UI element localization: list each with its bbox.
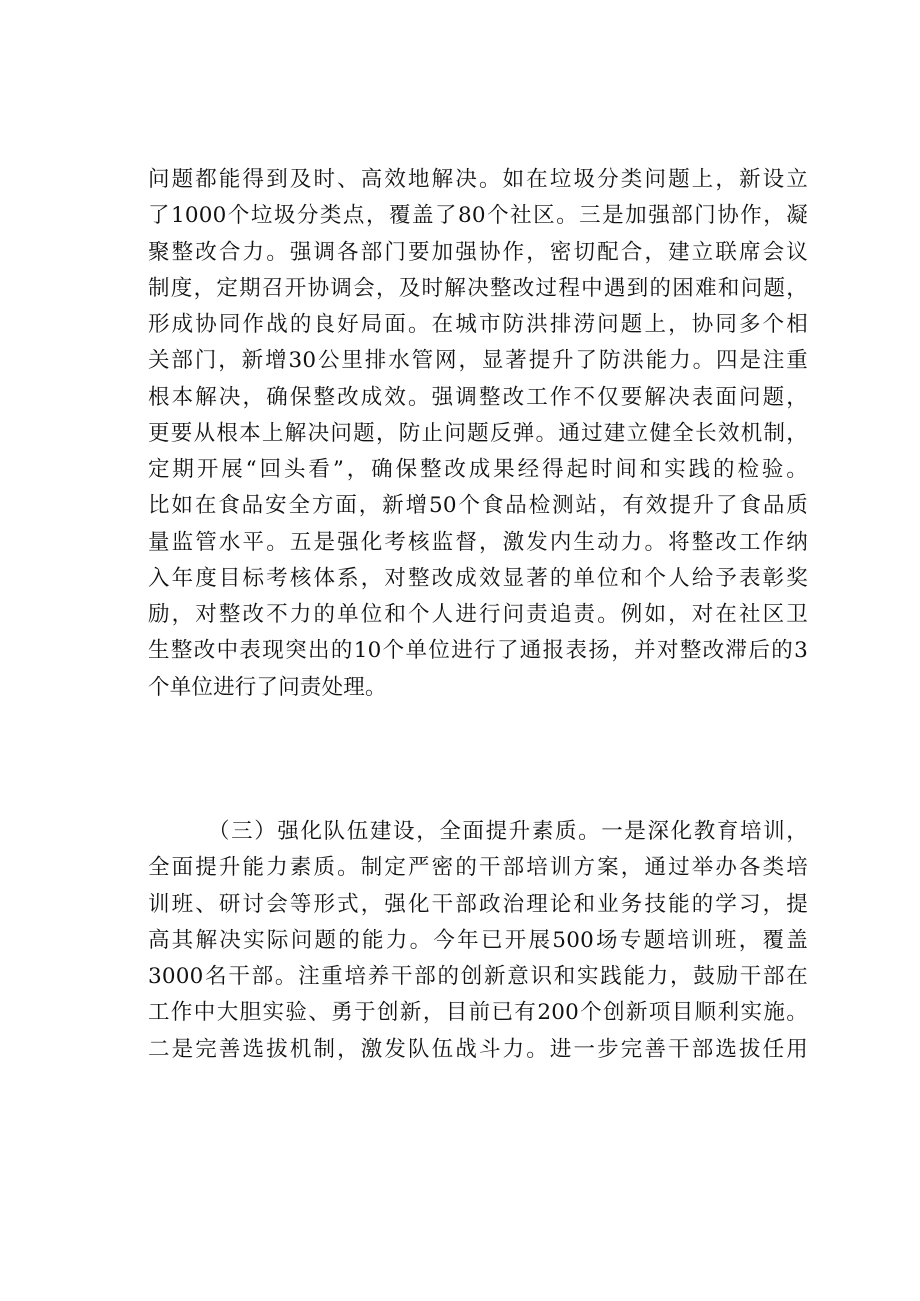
text-line: 励，对整改不力的单位和个人进行问责追责。例如，对在社区卫 — [148, 602, 808, 627]
text-line: 比如在食品安全方面，新增50个食品检测站，有效提升了食品质 — [148, 493, 808, 519]
text-line: 问题都能得到及时、高效地解决。如在垃圾分类问题上，新设立 — [148, 167, 808, 192]
text-line: 形成协同作战的良好局面。在城市防洪排涝问题上，协同多个相 — [148, 312, 808, 337]
text-line: 全面提升能力素质。制定严密的干部培训方案，通过举办各类培 — [148, 855, 808, 881]
text-line: 定期开展“回头看”，确保整改成果经得起时间和实践的检验。 — [148, 457, 808, 482]
text-line: 高其解决实际问题的能力。今年已开展500场专题培训班，覆盖 — [148, 927, 808, 953]
text-line: 3000名干部。注重培养干部的创新意识和实践能力，鼓励干部在 — [148, 964, 808, 989]
text-line: 入年度目标考核体系，对整改成效显著的单位和个人给予表彰奖 — [148, 565, 808, 591]
body-paragraph — [148, 162, 808, 706]
text-line: 二是完善选拔机制，激发队伍战斗力。进一步完善干部选拔任用 — [148, 1036, 808, 1062]
text-line: 工作中大胆实验、勇于创新，目前已有200个创新项目顺利实施。 — [148, 1000, 808, 1026]
text-line: 量监管水平。五是强化考核监督，激发内生动力。将整改工作纳 — [148, 529, 808, 555]
text-line: 了1000个垃圾分类点，覆盖了80个社区。三是加强部门协作，凝 — [148, 203, 808, 229]
text-line: 根本解决，确保整改成效。强调整改工作不仅要解决表面问题， — [148, 384, 808, 410]
text-line: 关部门，新增30公里排水管网，显著提升了防洪能力。四是注重 — [148, 348, 808, 374]
section-paragraph — [148, 814, 808, 1068]
text-line: 聚整改合力。强调各部门要加强协作，密切配合，建立联席会议 — [148, 239, 808, 265]
section-heading-line: （三）强化队伍建设，全面提升素质。一是深化教育培训， — [208, 819, 808, 844]
text-line: 更要从根本上解决问题，防止问题反弹。通过建立健全长效机制， — [148, 420, 808, 446]
text-line: 生整改中表现突出的10个单位进行了通报表扬，并对整改滞后的3 — [148, 638, 808, 664]
text-line: 训班、研讨会等形式，强化干部政治理论和业务技能的学习，提 — [148, 891, 808, 917]
text-line: 制度，定期召开协调会，及时解决整改过程中遇到的困难和问题， — [148, 275, 808, 301]
text-line: 个单位进行了问责处理。 — [148, 674, 387, 700]
